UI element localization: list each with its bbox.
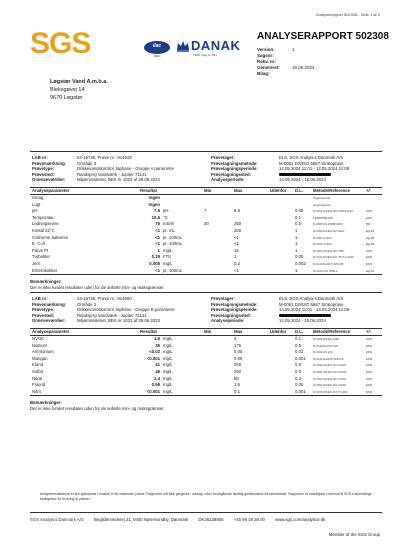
table-body: [30, 336, 382, 395]
max-limit: 15: [234, 247, 239, 253]
header-field-label: Prøvetager:: [211, 296, 235, 301]
result-unit: mg/L: [163, 336, 173, 341]
max-limit: 0.05: [234, 349, 243, 355]
column-header: Analyseparameter: [32, 329, 70, 334]
result-unit: mg/L: [163, 382, 173, 388]
uncertainty: 10%: [366, 350, 373, 355]
remarks: [30, 400, 382, 411]
uncertainty: 10%: [366, 248, 373, 253]
meta-row-generated: Genereret: 15.06.2024: [257, 65, 315, 70]
detection-limit: 0.5: [295, 221, 301, 227]
remarks-title: Bemærkninger:: [30, 400, 62, 406]
method-reference: M-0092 DS/EN ISO 10304: [313, 383, 346, 388]
sample-header: [30, 155, 382, 187]
column-header: Metode/Reference: [313, 329, 351, 334]
parameter-name: Mangan: [32, 355, 48, 361]
remarks-title: Bemærkninger:: [30, 279, 62, 285]
parameter-name: Natrium: [32, 342, 48, 348]
table-row: [30, 356, 382, 363]
max-limit: 1.5: [234, 382, 240, 388]
results-table: [30, 187, 382, 275]
results-table: [30, 328, 382, 396]
parameter-name: Fluorid: [32, 382, 46, 388]
result-unit: mg/L: [163, 368, 173, 374]
column-header: Resultat: [140, 188, 157, 193]
meta-row-sagsnr: Sagsnr:: [257, 53, 274, 58]
parameter-name: Enterokokker: [32, 267, 58, 273]
sample-block-1: [30, 155, 382, 290]
table-rule: [30, 395, 382, 396]
result-unit: mS/m: [163, 221, 175, 227]
method-reference: Organoleptisk: [313, 196, 331, 200]
result-unit: mg/L: [163, 342, 173, 348]
detection-limit: 0.05: [295, 254, 304, 260]
method-reference: M-0028 DS/EN 1484: [313, 337, 339, 341]
uncertainty: kgl-25: [366, 235, 375, 240]
danak-logo-text: DANAK: [191, 38, 241, 53]
column-header: Analyseparameter: [32, 188, 70, 193]
header-field-value: 14.05.2024 11:01 - 14.05.2024 11:08: [279, 307, 350, 312]
parameter-name: Nitrat: [32, 375, 43, 381]
max-limit: 0.2: [234, 260, 240, 266]
column-header: D.L.: [295, 329, 304, 334]
method-reference: TERMOMETER: [313, 215, 333, 220]
column-header: Udenfor: [270, 188, 287, 193]
header-field-label: Prøvemærkning:: [32, 160, 67, 166]
result-unit: pr. 100mL: [163, 267, 183, 273]
max-limit: <1: [234, 267, 239, 273]
uncertainty: 10%: [366, 261, 373, 266]
table-row: [30, 389, 382, 396]
result-value: Ingen: [148, 201, 160, 207]
max-limit: 0.05: [234, 355, 243, 361]
table-row: [30, 202, 382, 209]
max-limit: 250: [234, 362, 242, 368]
result-unit: pH: [163, 208, 169, 214]
report-title: ANALYSERAPPORT 502308: [257, 31, 389, 42]
detection-limit: 0.5: [295, 342, 301, 348]
method-reference: M-0092 DS/EN ISO 10304: [313, 369, 346, 374]
result-value: 1.6: [154, 336, 160, 341]
table-header: [30, 188, 382, 194]
table-row: [30, 382, 382, 389]
table-rule: [30, 274, 382, 275]
sgs-logo: [30, 27, 96, 61]
meta-row-version: Version: 1: [257, 47, 295, 52]
table-row: [30, 254, 382, 261]
table-row: [30, 349, 382, 356]
detection-limit: 0.1: [295, 336, 301, 341]
legal-footnote: Analyseresultaterne er kun gældende i relation til de indsendte prøver. Rapporten må ikke gengives i uddrag, uden forudgående skriftlig godkendelse fra laboratoriet. Rapporten er udarbejdet i henhold til SGS's almindelige betingelser for levering af ydelser.: [40, 492, 372, 501]
header-field-label: Prøvetagningsperiode:: [211, 307, 258, 312]
method-reference: M-0011 DS/EN ISO 7027-1:2016: [313, 255, 354, 260]
column-header: D.L.: [295, 188, 304, 193]
table-row: [30, 241, 382, 248]
redacted-bar: [279, 314, 331, 317]
detection-limit: 0.002: [295, 260, 306, 266]
result-unit: pr. mL: [163, 227, 175, 233]
detection-limit: 0.001: [295, 388, 306, 394]
max-limit: 175: [234, 342, 242, 348]
column-header: Udenfor: [270, 329, 287, 334]
method-reference: Organoleptisk: [313, 202, 331, 207]
sgs-logo-text: SGS: [30, 27, 91, 60]
parameter-name: Kimtal 22°C: [32, 227, 55, 233]
page-indicator: Analyserapport 502308 - Side 1 af 5: [315, 12, 380, 17]
result-value: <1: [155, 241, 160, 247]
header-field-value: Område 3: [77, 301, 97, 307]
recipient-street: Bleksgøvej 14: [50, 87, 85, 93]
uncertainty: 10%: [366, 209, 373, 214]
result-value: <0.001: [146, 355, 160, 361]
remarks-text: Der er ikke fundet resultater uden for de anførte min- og maksgrænser.: [30, 284, 165, 290]
header-field-label: Prøvested:: [32, 312, 55, 318]
parameter-name: Klorid: [32, 362, 43, 368]
method-reference: M-0092 DS/EN ISO 10304: [313, 376, 346, 381]
result-unit: °C: [163, 214, 168, 220]
table-row: [30, 362, 382, 369]
uncertainty: kgl-25: [366, 242, 375, 247]
header-field-label: LAB nr:: [32, 155, 48, 160]
header-field-value: 14.05.2024 - 15.06.2024: [279, 177, 326, 182]
header-field: [211, 318, 349, 324]
column-header: Resultat: [140, 329, 157, 334]
footer-phone: +45 96 19 38 00: [233, 517, 265, 522]
result-unit: mg/L: [163, 388, 173, 394]
crown-icon: [176, 40, 190, 52]
column-header: Min: [204, 329, 212, 334]
table-row: [30, 261, 382, 268]
detection-limit: 1: [295, 267, 298, 273]
header-field-value: Drikkevandskontrol, taphane - Gruppe B parametre: [77, 307, 175, 312]
header-field: [211, 177, 349, 183]
method-reference: M-0014 DS 224: [313, 350, 333, 355]
result-value: <1: [155, 234, 160, 240]
column-header: +/-: [366, 329, 372, 334]
method-reference: M-0030 DS/EN ISO 6222: [313, 228, 345, 233]
max-limit: 4: [234, 336, 237, 341]
parameter-name: Sulfat: [32, 368, 43, 374]
column-header: Metode/Reference: [313, 188, 351, 193]
header-field-value: Område 3: [77, 160, 97, 166]
table-row: [30, 336, 382, 343]
method-reference: M-0139 Ref/ICP-MS: [313, 343, 339, 348]
uncertainty: kgl-11: [366, 268, 374, 273]
parameter-name: Coliforme bakterier: [32, 234, 69, 240]
detection-limit: 0.02: [295, 349, 304, 355]
method-reference: M-0139 Ref/ICP-MS/ICP: [313, 261, 344, 266]
footer-company: SGS Analytics Danmark A/S: [30, 517, 84, 522]
table-header: [30, 329, 382, 335]
header-field-label: Grænseværdier:: [32, 318, 66, 323]
detection-limit: 1: [295, 234, 298, 240]
uncertainty: 10%: [366, 389, 373, 394]
parameter-name: Farve Pt: [32, 247, 49, 253]
result-value: 0.56: [151, 382, 160, 388]
footer-website[interactable]: www.sgs.com/analytics-dk: [275, 517, 326, 522]
result-value: 76: [155, 221, 160, 227]
column-header: Min: [204, 188, 212, 193]
result-value: 49: [155, 368, 160, 374]
result-value: 7.5: [154, 208, 160, 214]
uncertainty: 5%: [366, 222, 371, 227]
uncertainty: 10%: [366, 376, 373, 381]
result-unit: mg/L: [163, 362, 173, 368]
table-row: [30, 235, 382, 242]
header-field-value: Randsjerg Vandværk - Jupiter 71141: [77, 171, 147, 177]
result-unit: mg/L: [163, 260, 173, 266]
header-field-label: Prøvetagningsmetode:: [211, 160, 258, 166]
max-limit: 0.1: [234, 388, 240, 394]
table-row: [30, 228, 382, 235]
table-row: [30, 248, 382, 255]
header-field: [32, 177, 174, 183]
uncertainty: 10%: [366, 343, 373, 348]
header-field-label: Prøvetype:: [32, 166, 55, 171]
parameter-name: Nitrit: [32, 388, 41, 394]
uncertainty: 10%: [366, 383, 373, 388]
result-unit: mg/L: [163, 355, 173, 361]
parameter-name: Ammonium: [32, 349, 54, 355]
parameter-name: Smag: [32, 195, 44, 200]
header-field-label: Analyseperiode:: [211, 318, 245, 323]
footer-member-note: Member of the SGS Group: [328, 532, 380, 537]
max-limit: <1: [234, 234, 239, 240]
uncertainty: 10%: [366, 255, 373, 260]
column-header: +/-: [366, 188, 372, 193]
method-reference: M-0191 DS/EN ISO 10523:2012: [313, 209, 353, 214]
header-field-label: Analyseperiode:: [211, 177, 245, 182]
max-limit: 250: [234, 221, 242, 227]
column-header: Max: [234, 188, 243, 193]
header-field-label: Grænseværdier:: [32, 177, 66, 182]
result-value: 1: [157, 247, 160, 253]
uncertainty: 10%: [366, 337, 373, 341]
footer-address: Begildeminderej 21, 9400 Nørresundby, Danmark: [93, 517, 189, 522]
header-field-label: Prøvested:: [32, 171, 55, 177]
table-row: [30, 221, 382, 228]
table-row: [30, 195, 382, 202]
detection-limit: 1: [295, 247, 298, 253]
uncertainty: 10%: [366, 363, 373, 368]
remarks: [30, 279, 382, 290]
header-field-label: Prøvemærkning:: [32, 301, 67, 307]
result-unit: mg/L: [163, 247, 173, 253]
header-field-value: ELS, SGS Analytics Danmark A/S: [279, 155, 344, 160]
max-limit: 8.5: [234, 208, 240, 214]
uncertainty: 10%: [366, 356, 373, 361]
detection-limit: 0.3: [295, 375, 301, 381]
sample-header: [30, 296, 382, 328]
header-field-label: Prøvetype:: [32, 307, 55, 312]
max-limit: 50: [234, 375, 239, 381]
header-field-value: Miljøministeriet, BEK nr 1023 af 29.06.2023: [77, 318, 160, 323]
ilac-logo-text: ilac: [152, 43, 162, 49]
method-reference: M-0022 Colilert: [313, 242, 332, 247]
result-value: 0.25: [151, 254, 160, 260]
detection-limit: 0.1: [295, 214, 301, 220]
header-field-value: M-0061 DS/ISO 5667 Stratopraxe: [279, 160, 344, 166]
detection-limit: 0.001: [295, 355, 306, 361]
header-field-value: 24-16746, Prøve nr.: 814650: [77, 296, 132, 301]
danak-reg-number: TEST Reg.nr. 651: [193, 53, 217, 57]
parameter-name: pH: [32, 208, 38, 214]
parameter-name: NVOC: [32, 336, 45, 341]
header-field-value: M-0061 DS/ISO 5667 Stratopraxe: [279, 301, 344, 307]
method-reference: M-0005 DS 27888:2003: [313, 222, 343, 227]
meta-row-bilag: Bilag:: [257, 71, 270, 76]
result-unit: pr. 100mL: [163, 241, 183, 247]
table-body: [30, 195, 382, 274]
header-field-label: Prøvetagningsperiode:: [211, 166, 258, 171]
uncertainty: 10%: [366, 369, 373, 374]
ilac-mra-text: MRA: [153, 54, 161, 58]
detection-limit: 0.05: [295, 382, 304, 388]
result-value: 35: [155, 342, 160, 348]
recipient-address: [50, 78, 108, 102]
footer-cvr: DK26228806: [198, 517, 224, 522]
result-unit: mg/L: [163, 349, 173, 355]
page-footer: [30, 512, 382, 522]
header-field-label: Prøvetagningssted:: [211, 312, 252, 318]
result-value: <0.02: [149, 349, 160, 355]
recipient-name: Løgstør Vand A.m.b.a.: [50, 79, 108, 85]
method-reference: M-0139 Ref/ICP-MS/ICP: [313, 356, 344, 361]
danak-logo: [176, 38, 241, 60]
result-value: 10.6: [151, 214, 160, 220]
sample-header-left: [32, 296, 174, 324]
header-field: [32, 318, 174, 324]
header-field-value: 24-16745, Prøve nr.: 814649: [77, 155, 132, 160]
remarks-text: Der er ikke fundet resultater uden for de anførte min- og maksgrænser.: [30, 405, 165, 411]
report-meta: [257, 47, 315, 77]
result-value: 2.4: [154, 375, 160, 381]
header-field-value: Randsjerg Vandværk - Jupiter 71141: [77, 312, 147, 318]
section-divider: [30, 292, 382, 293]
table-row: [30, 208, 382, 215]
detection-limit: 0.05: [295, 208, 304, 214]
redacted-bar: [279, 173, 331, 176]
header-field-value: Drikkevandskontrol, taphane - Gruppe A parametre: [77, 166, 174, 171]
parameter-name: Temperatur: [32, 214, 54, 220]
min-limit: 30: [204, 221, 209, 227]
max-limit: 1: [234, 254, 237, 260]
result-value: <1: [155, 227, 160, 233]
method-reference: M-0120 ISO 7899-2: [313, 268, 338, 273]
meta-row-rekvnr: Rekv. nr:: [257, 59, 276, 64]
table-row: [30, 215, 382, 222]
sample-header-right: [211, 296, 349, 324]
ilac-mra-logo: [144, 40, 170, 57]
header-field-label: Prøvetagningsmetode:: [211, 301, 258, 307]
table-row: [30, 369, 382, 376]
method-reference: M-0067 DS/EN ISO 7887: [313, 248, 345, 253]
recipient-city: 9670 Løgstør: [50, 95, 83, 101]
table-row: [30, 343, 382, 350]
table-row: [30, 376, 382, 383]
result-value: Ingen: [148, 195, 160, 200]
result-unit: pr. 100mL: [163, 234, 183, 240]
detection-limit: 0.5: [295, 362, 301, 368]
detection-limit: 0.5: [295, 368, 301, 374]
max-limit: <1: [234, 241, 239, 247]
header-field-label: LAB nr:: [32, 296, 48, 301]
method-reference: M-0092 DS/EN ISO 10304: [313, 363, 346, 368]
parameter-name: Ledningsevne: [32, 221, 59, 227]
table-row: [30, 268, 382, 275]
result-value: <0.001: [146, 388, 160, 394]
max-limit: 200: [234, 227, 242, 233]
header-field-value: Miljøministeriet, BEK nr 1023 af 29.06.2023: [77, 177, 160, 182]
result-value: 41: [155, 362, 160, 368]
detection-limit: 1: [295, 227, 298, 233]
result-value: <1: [155, 267, 160, 273]
header-field-value: 14.05.2024 11:01 - 14.05.2024 11:08: [279, 166, 350, 171]
result-unit: mg/L: [163, 375, 173, 381]
uncertainty: kgl-15: [366, 228, 375, 233]
header-field-value: 14.05.2024 - 15.06.2024: [279, 318, 326, 323]
method-reference: M-0022 Colilert: [313, 235, 332, 240]
detection-limit: 1: [295, 241, 298, 247]
method-reference: M-0015 DS/EN 26777:1993: [313, 389, 348, 394]
header-field-label: Prøvetager:: [211, 155, 235, 160]
header-field-label: Prøvetagningssted:: [211, 171, 252, 177]
header-field-value: ELS, SGS Analytics Danmark A/S: [279, 296, 344, 301]
uncertainty: 10%: [366, 215, 373, 220]
min-limit: 7: [204, 208, 207, 214]
parameter-name: E. Coli: [32, 241, 45, 247]
result-value: 0.005: [149, 260, 160, 266]
max-limit: 250: [234, 368, 242, 374]
section-divider: [30, 151, 382, 152]
sample-block-2: [30, 296, 382, 411]
sample-header-left: [32, 155, 174, 183]
sample-header-right: [211, 155, 349, 183]
result-unit: FTU: [163, 254, 172, 260]
parameter-name: Turbiditet: [32, 254, 50, 260]
column-header: Max: [234, 329, 243, 334]
parameter-name: Jern: [32, 260, 41, 266]
parameter-name: Lugt: [32, 201, 41, 207]
